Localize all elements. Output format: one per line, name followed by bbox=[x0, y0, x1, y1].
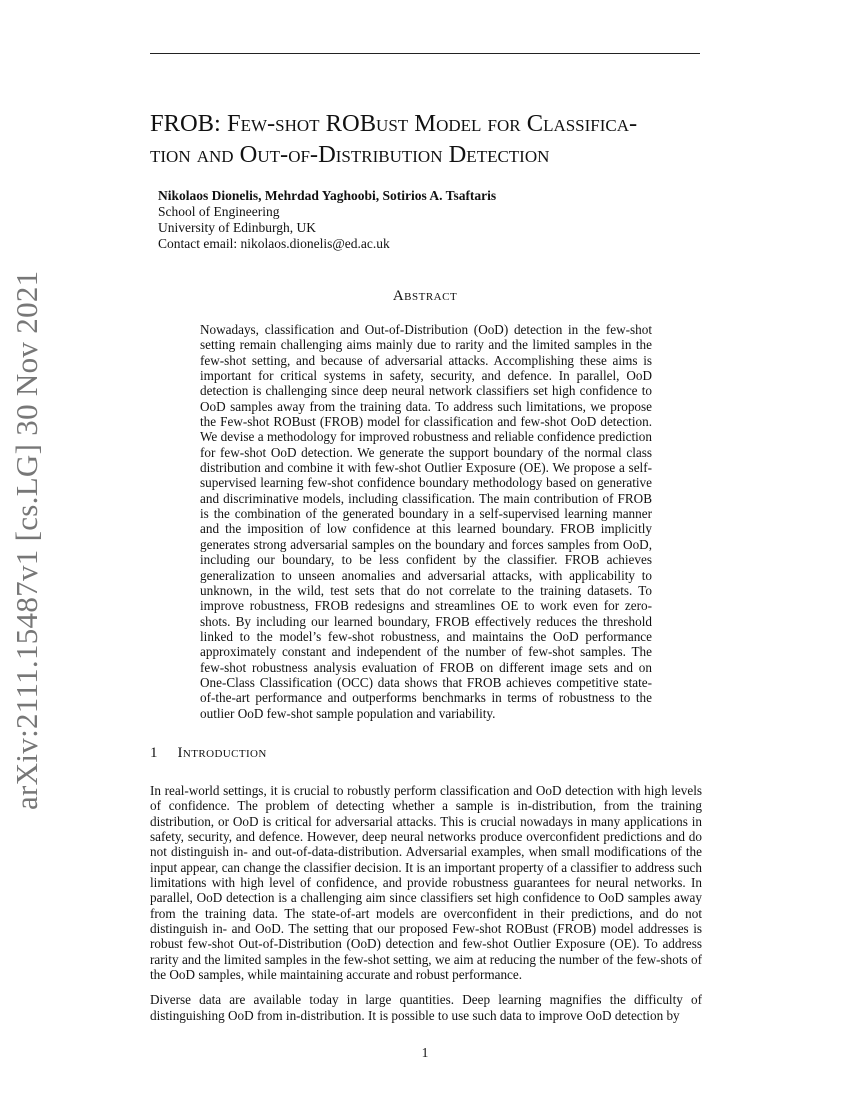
section-number: 1 bbox=[150, 745, 158, 761]
title-line2: tion and Out-of-Distribution Detection bbox=[150, 141, 550, 168]
top-rule bbox=[150, 53, 700, 54]
section-heading bbox=[150, 745, 700, 762]
author-names: Nikolaos Dionelis, Mehrdad Yaghoobi, Sotirios A. Tsaftaris bbox=[158, 188, 497, 203]
contact-email: Contact email: nikolaos.dionelis@ed.ac.uk bbox=[158, 236, 390, 251]
intro-paragraph-1: In real-world settings, it is crucial to robustly perform classification and OoD detection with high levels of confidence. The problem of detecting whether a sample is in-distribution, from the training distribution, or OoD is critical for adversarial attacks. This is crucial nowadays in many applications in safety, security, and defence. However, deep neural networks produce overconfident predictions and do not distinguish in- and out-of-data-distribution. Adversarial examples, when small modifications of the input appear, can change the classifier decision. It is an important property of a classifier to address such limitations with high level of confidence, and provide robustness guarantees for neural networks. In parallel, OoD detection is a challenging aim since classifiers set high confidence to OoD samples away from the training data. The state-of-art models are overconfident in their predictions, and do not distinguish in- and OoD. The setting that our proposed Few-shot ROBust (FROB) model addresses is robust few-shot Out-of-Distribution (OoD) detection and few-shot Outlier Exposure (OE). To address rarity and the limited samples in the few-shot setting, we aim at reducing the number of the few-shots of the OoD samples, while maintaining accurate and robust performance. bbox=[150, 783, 702, 983]
author-block bbox=[158, 188, 698, 252]
intro-paragraph-2: Diverse data are available today in large quantities. Deep learning magnifies the difficulty of distinguishing OoD from in-distribution. It is possible to use such data to improve OoD detection by bbox=[150, 992, 702, 1023]
section-title: Introduction bbox=[177, 745, 267, 761]
affiliation-school: School of Engineering bbox=[158, 204, 280, 219]
introduction-body bbox=[150, 783, 702, 1033]
abstract-text: Nowadays, classification and Out-of-Distribution (OoD) detection in the few-shot setting remain challenging aims mainly due to rarity and the limited samples in the few-shot setting, and because of adversarial attacks. Accomplishing these aims is important for critical systems in safety, security, and defence. In parallel, OoD detection is challenging since deep neural network classifiers set high confidence to OoD samples away from the training data. To address such limitations, we propose the Few-shot ROBust (FROB) model for classification and few-shot OoD detection. We devise a methodology for improved robustness and reliable confidence prediction for few-shot OoD detection. We generate the support boundary of the normal class distribution and combine it with few-shot Outlier Exposure (OE). We propose a self-supervised learning few-shot confidence boundary methodology based on generative and discriminative models, including classification. The main contribution of FROB is the combination of the generated boundary in a self-supervised learning manner and the imposition of low confidence at this learned boundary. FROB implicitly generates strong adversarial samples on the boundary and forces samples from OoD, including our boundary, to be less confident by the classifier. FROB achieves generalization to unseen anomalies and adversarial attacks, with applicability to unknown, in the wild, test sets that do not correlate to the training datasets. To improve robustness, FROB redesigns and streamlines OE to work even for zero-shots. By including our learned boundary, FROB effectively reduces the threshold linked to the model’s few-shot robustness, and maintains the OoD performance approximately constant and independent of the number of few-shot samples. The few-shot robustness analysis evaluation of FROB on different image sets and on One-Class Classification (OCC) data shows that FROB achieves competitive state-of-the-art performance and outperforms benchmarks in terms of robustness to the outlier OoD few-shot sample population and variability. bbox=[200, 322, 652, 721]
paper-title bbox=[150, 108, 710, 170]
title-line1: : Few-shot ROBust Model for Classifica- bbox=[214, 110, 638, 137]
affiliation-university: University of Edinburgh, UK bbox=[158, 220, 316, 235]
arxiv-identifier: arXiv:2111.15487v1 [cs.LG] 30 Nov 2021 bbox=[9, 270, 44, 810]
title-acronym: FROB bbox=[150, 110, 215, 137]
page-number: 1 bbox=[421, 1045, 429, 1060]
abstract-heading: Abstract bbox=[392, 288, 458, 304]
